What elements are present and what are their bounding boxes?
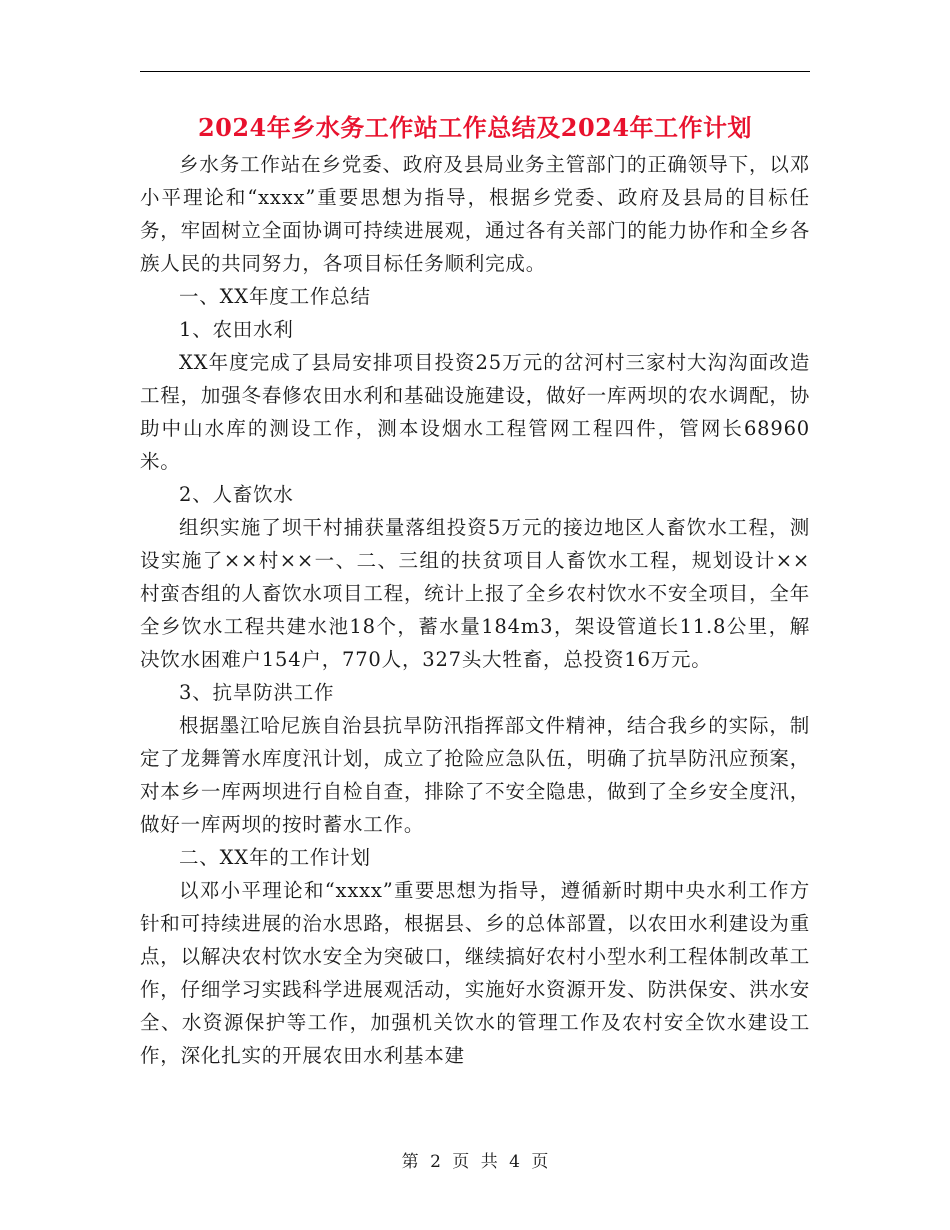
subsection-heading-drinking-water: 2、人畜饮水: [179, 483, 294, 506]
farmland-paragraph: XX年度完成了县局安排项目投资25万元的岔河村三家村大沟沟面改造工程，加强冬春修农田水利和基础设施建设，做好一库两坝的农水调配，协助中山水库的测设工作，测本设烟水工程管网工程四件，管网长68960米。: [140, 351, 810, 473]
flood-control-paragraph: 根据墨江哈尼族自治县抗旱防汛指挥部文件精神，结合我乡的实际，制定了龙舞箐水库度汛计划，成立了抢险应急队伍，明确了抗旱防汛应预案，对本乡一库两坝进行自检自查，排除了不安全隐患，做到了全乡安全度汛，做好一库两坝的按时蓄水工作。: [140, 714, 810, 836]
plan-paragraph: 以邓小平理论和“xxxx”重要思想为指导，遵循新时期中央水利工作方针和可持续进展的治水思路，根据县、乡的总体部置，以农田水利建设为重点，以解决农村饮水安全为突破口，继续搞好农村小型水利工程体制改革工作，仔细学习实践科学进展观活动，实施好水资源开发、防洪保安、洪水安全、水资源保护等工作，加强机关饮水的管理工作及农村安全饮水建设工作，深化扎实的开展农田水利基本建: [140, 879, 810, 1067]
section-heading-summary: 一、XX年度工作总结: [179, 285, 371, 308]
subsection-heading-farmland: 1、农田水利: [179, 318, 294, 341]
header-rule: [140, 71, 810, 72]
section-heading-plan: 二、XX年的工作计划: [179, 846, 371, 869]
subsection-heading-flood-control: 3、抗旱防洪工作: [179, 681, 335, 704]
document-body: [140, 148, 810, 1072]
intro-paragraph: 乡水务工作站在乡党委、政府及县局业务主管部门的正确领导下，以邓小平理论和“xxxx”重要思想为指导，根据乡党委、政府及县局的目标任务，牢固树立全面协调可持续进展观，通过各有关部门的能力协作和全乡各族人民的共同努力，各项目标任务顺利完成。: [140, 153, 810, 275]
page-footer: 第 2 页 共 4 页: [401, 1152, 549, 1172]
drinking-water-paragraph: 组织实施了坝干村捕获量落组投资5万元的接边地区人畜饮水工程，测设实施了××村××一、二、三组的扶贫项目人畜饮水工程，规划设计××村蛮杏组的人畜饮水项目工程，统计上报了全乡农村饮水不安全项目，全年全乡饮水工程共建水池18个，蓄水量184m3，架设管道长11.8公里，解决饮水困难户154户，770人，327头大牲畜，总投资16万元。: [140, 516, 810, 671]
document-title: 2024年乡水务工作站工作总结及2024年工作计划: [197, 113, 753, 142]
